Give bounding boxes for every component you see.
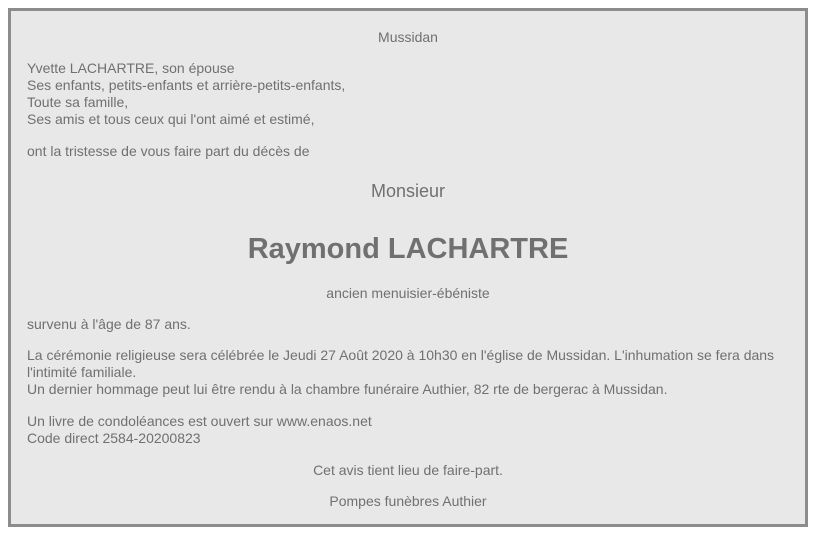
obituary-card: [8, 8, 808, 527]
location-heading: Mussidan: [378, 29, 438, 45]
deceased-title: Monsieur: [370, 181, 446, 201]
ceremony-text: La cérémonie religieuse sera célébrée le Jeudi 27 Août 2020 à 10h30 en l'église de Mussidan. L'inhumation se fera dans l'intimité familiale.: [27, 347, 775, 380]
tribute-text: Un dernier hommage peut lui être rendu à la chambre funéraire Authier, 82 rte de bergerac à Mussidan.: [27, 381, 668, 397]
deceased-name: Raymond LACHARTRE: [247, 233, 569, 265]
family-line-spouse: Yvette LACHARTRE, son épouse: [27, 60, 235, 76]
direct-code-text: Code direct 2584-20200823: [27, 430, 201, 446]
family-line-friends: Ses amis et tous ceux qui l'ont aimé et estimé,: [27, 111, 315, 127]
announcement-text: ont la tristesse de vous faire part du décès de: [27, 143, 310, 159]
age-text: survenu à l'âge de 87 ans.: [27, 316, 191, 332]
deceased-profession: ancien menuisier-ébéniste: [326, 285, 490, 301]
family-line-family: Toute sa famille,: [27, 94, 129, 110]
funeral-home-text: Pompes funèbres Authier: [329, 493, 487, 509]
notice-text: Cet avis tient lieu de faire-part.: [313, 462, 503, 478]
family-line-children: Ses enfants, petits-enfants et arrière-petits-enfants,: [27, 77, 346, 93]
condolences-text: Un livre de condoléances est ouvert sur www.enaos.net: [27, 413, 372, 429]
